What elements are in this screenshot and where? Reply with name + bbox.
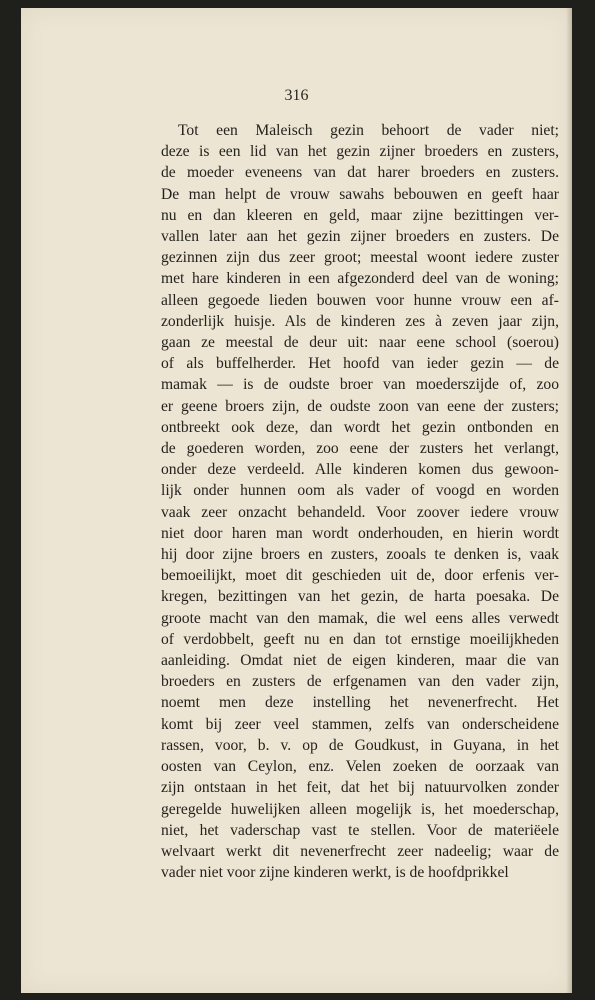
text-line: nu en dan kleeren en geld, maar zijne bezittingen ver- — [161, 206, 559, 224]
text-line: welvaart werkt dit nevenerfrecht zeer nadeelig; waar de — [161, 842, 559, 860]
text-line: oosten van Ceylon, enz. Velen zoeken de oorzaak van — [161, 758, 559, 776]
text-line: aanleiding. Omdat niet de eigen kinderen, maar die van — [161, 652, 559, 670]
text-line: vallen later aan het gezin zijner broeders en zusters. De — [161, 228, 559, 246]
text-line: gaan ze meestal de deur uit: naar eene school (soerou) — [161, 334, 559, 352]
page-edge-shadow — [566, 8, 572, 993]
text-line: broeders en zusters de erfgenamen van den vader zijn, — [161, 673, 559, 691]
text-line: zijn ontstaan in het feit, dat het bij natuurvolken zonder — [161, 779, 559, 797]
text-line: kregen, bezittingen van het gezin, de harta poesaka. De — [161, 588, 559, 606]
text-line: bemoeilijkt, moet dit geschieden uit de, door erfenis ver- — [161, 567, 559, 585]
text-line: Tot een Maleisch gezin behoort de vader niet; — [178, 122, 559, 139]
text-line: noemt men deze instelling het nevenerfrecht. Het — [161, 694, 559, 712]
book-page — [21, 8, 572, 993]
text-line: geregelde huwelijken alleen mogelijk is, het moederschap, — [161, 800, 559, 818]
text-line: ontbreekt ook deze, dan wordt het gezin ontbonden en — [161, 418, 559, 436]
text-line: er geene broers zijn, de oudste zoon van eene der zusters; — [161, 397, 559, 415]
text-line: niet, het vaderschap vast te stellen. Voor de materiëele — [161, 821, 559, 839]
text-line: zonderlijk huisje. Als de kinderen zes à zeven jaar zijn, — [161, 312, 559, 330]
text-line: of als buffelherder. Het hoofd van ieder gezin — de — [161, 355, 559, 373]
text-line: of verdobbelt, geeft nu en dan tot ernstige moeilijkheden — [161, 630, 559, 648]
text-line: gezinnen zijn dus zeer groot; meestal woont iedere zuster — [161, 249, 559, 267]
text-line: onder deze verdeeld. Alle kinderen komen dus gewoon- — [161, 461, 559, 479]
text-line: lijk onder hunnen oom als vader of voogd en worden — [161, 482, 559, 500]
text-line: met hare kinderen in een afgezonderd deel van de woning; — [161, 270, 559, 288]
text-line: vaak zeer onzacht behandeld. Voor zoover iedere vrouw — [161, 503, 559, 521]
text-line: rassen, voor, b. v. op de Goudkust, in Guyana, in het — [161, 736, 559, 754]
text-line: hij door zijne broers en zusters, zooals te denken is, vaak — [161, 546, 559, 564]
text-line: komt bij zeer veel stammen, zelfs van onderscheidene — [161, 715, 559, 733]
page-number: 316 — [284, 87, 309, 104]
text-line: de moeder eveneens van dat harer broeders en zusters. — [161, 164, 559, 182]
text-line: alleen gegoede lieden bouwen voor hunne vrouw een af- — [161, 291, 559, 309]
text-line: deze is een lid van het gezin zijner broeders en zusters, — [161, 143, 559, 161]
body-text — [161, 120, 559, 883]
text-line: mamak — is de oudste broer van moederszijde of, zoo — [161, 376, 559, 394]
text-line: groote macht van den mamak, die wel eens alles verwedt — [161, 609, 559, 627]
text-line: niet door haren man wordt onderhouden, en hierin wordt — [161, 524, 559, 542]
text-line: vader niet voor zijne kinderen werkt, is de hoofdprikkel — [161, 864, 509, 882]
text-line: de goederen worden, zoo eene der zusters het verlangt, — [161, 440, 559, 458]
text-line: De man helpt de vrouw sawahs bebouwen en geeft haar — [161, 185, 559, 203]
